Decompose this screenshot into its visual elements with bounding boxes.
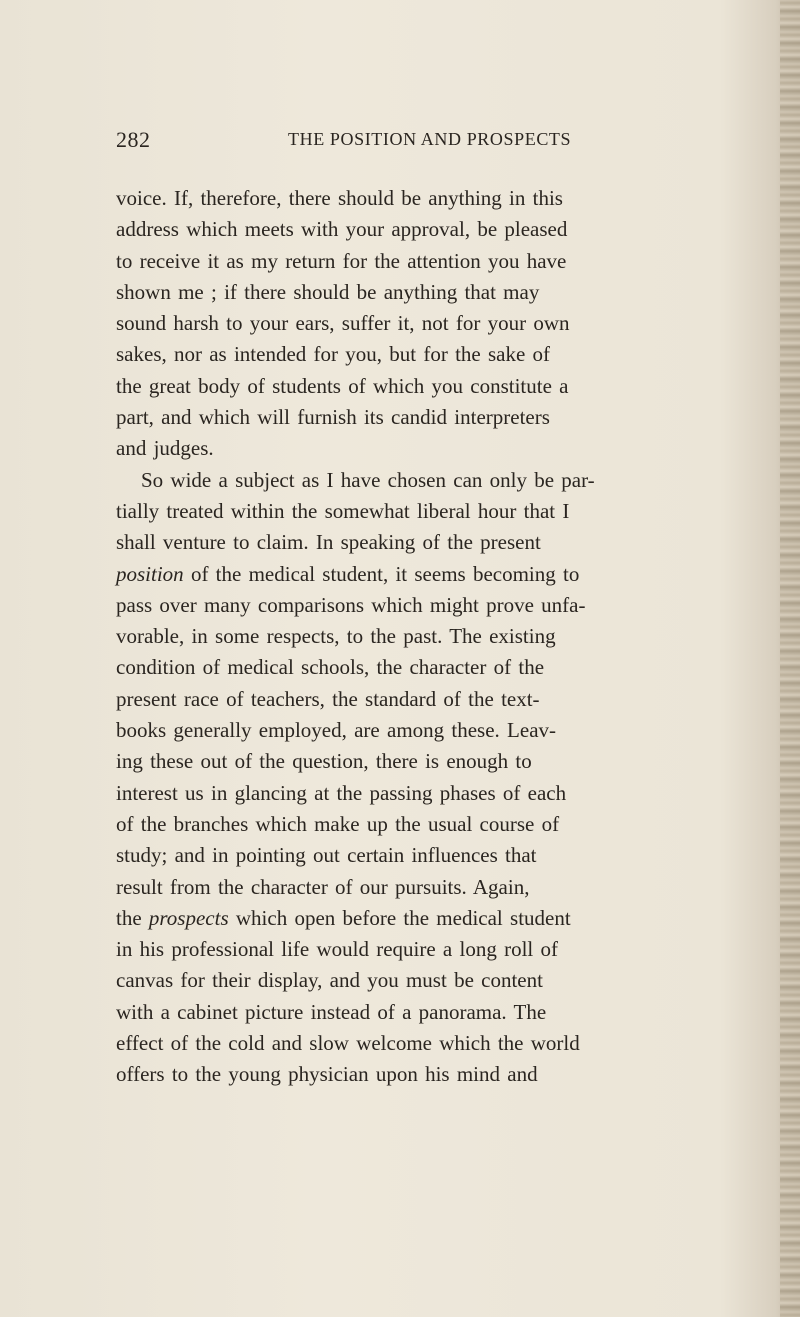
text-line: pass over many comparisons which might prove unfa- — [116, 592, 586, 617]
body-text — [116, 183, 736, 1091]
text-line: interest us in glancing at the passing phases of each — [116, 780, 567, 805]
text-line: effect of the cold and slow welcome which the world — [116, 1031, 580, 1056]
text-line — [116, 559, 736, 590]
text-line: present race of teachers, the standard of the text- — [116, 686, 540, 711]
text-line: sound harsh to your ears, suffer it, not for your own — [116, 311, 570, 336]
italic-word: position — [116, 561, 184, 586]
text-line: vorable, in some respects, to the past. The existing — [116, 624, 556, 649]
page-header — [116, 127, 708, 157]
line-rest: which open before the medical student — [228, 905, 571, 930]
text-line: canvas for their display, and you must be content — [116, 968, 543, 993]
text-line: books generally employed, are among these. Leav- — [116, 718, 557, 743]
text-line: offers to the young physician upon his mind and — [116, 1062, 538, 1087]
text-line: tially treated within the somewhat liberal hour that I — [116, 498, 570, 523]
text-line: voice. If, therefore, there should be anything in this — [116, 186, 563, 210]
text-line: sakes, nor as intended for you, but for the sake of — [116, 342, 551, 367]
text-line: address which meets with your approval, be pleased — [116, 217, 568, 242]
line-rest: of the medical student, it seems becoming to — [183, 561, 580, 586]
text-line: shall venture to claim. In speaking of the present — [116, 530, 541, 555]
text-line: the great body of students of which you constitute a — [116, 373, 569, 398]
text-line: of the branches which make up the usual course of — [116, 811, 560, 836]
page-edge — [780, 0, 800, 1317]
text-line: ing these out of the question, there is enough to — [116, 749, 532, 774]
text-line: with a cabinet picture instead of a panorama. The — [116, 999, 547, 1024]
text-line — [116, 903, 736, 934]
text-line: result from the character of our pursuits. Again, — [116, 874, 530, 899]
text-line: and judges. — [116, 436, 214, 461]
text-line: part, and which will furnish its candid interpreters — [116, 405, 550, 430]
line-start: the — [116, 905, 149, 930]
text-line: study; and in pointing out certain influences that — [116, 843, 537, 868]
text-line: condition of medical schools, the character of the — [116, 655, 545, 680]
running-head: THE POSITION AND PROSPECTS — [288, 129, 572, 149]
text-line: to receive it as my return for the attention you have — [116, 248, 567, 273]
italic-word: prospects — [148, 905, 229, 930]
paragraph-start-line: So wide a subject as I have chosen can only be par- — [141, 467, 595, 492]
page-number: 282 — [116, 127, 151, 152]
text-line: shown me ; if there should be anything that may — [116, 279, 540, 304]
text-line: in his professional life would require a long roll of — [116, 937, 558, 962]
